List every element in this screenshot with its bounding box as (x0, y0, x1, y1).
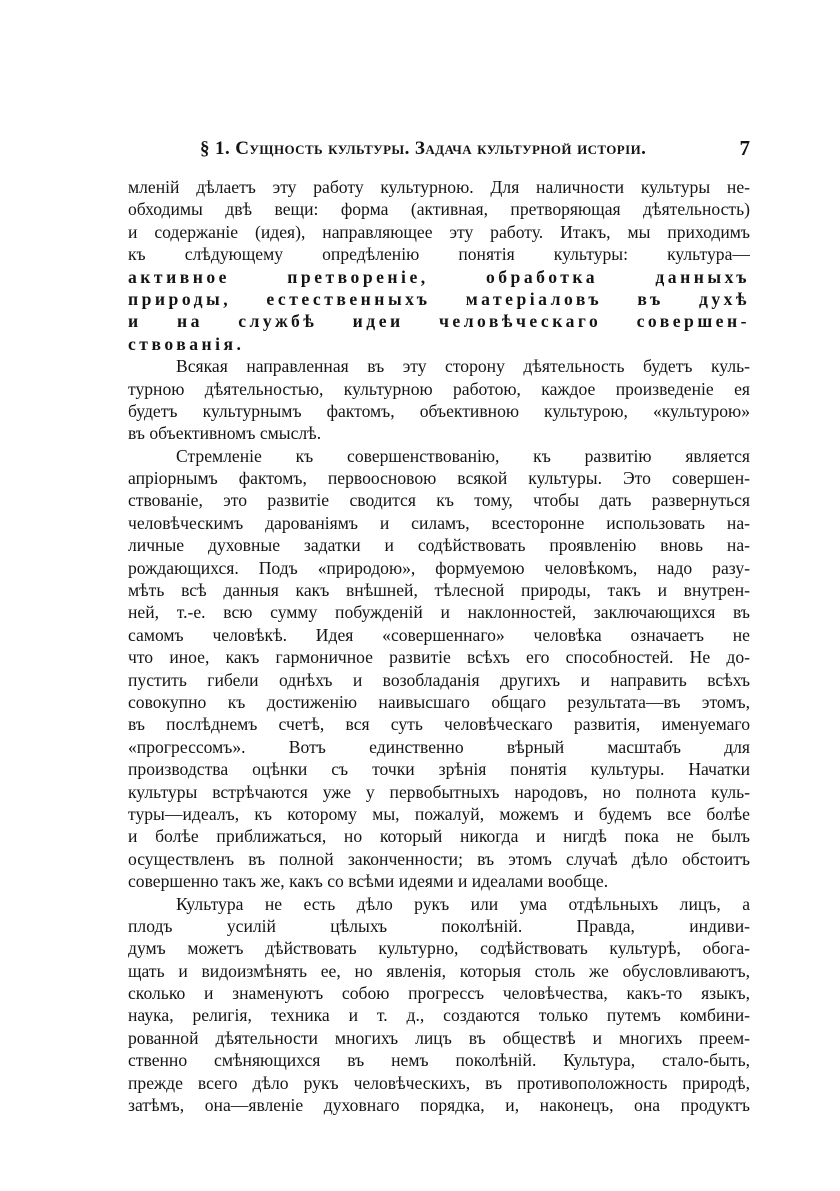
running-header (128, 138, 750, 166)
text-line: «прогрессомъ». Вотъ единственно вѣрный масштабъ для (128, 736, 750, 757)
text-line: ней, т.-е. всю сумму побужденій и наклонностей, заключающихся въ (128, 602, 750, 623)
text-line: мленій дѣлаетъ эту работу культурною. Для наличности культуры не- (128, 177, 750, 197)
text-line: будетъ культурнымъ фактомъ, объективною культурою, «культурою» (128, 400, 750, 421)
text-line: ственно смѣняющихся въ немъ поколѣній. Культура, стало-быть, (128, 1050, 750, 1071)
text-line: обходимы двѣ вещи: форма (активная, претворяющая дѣятельность) (128, 199, 750, 220)
text-line: культуры встрѣчаются уже у первобытныхъ народовъ, но полнота куль- (128, 781, 750, 802)
body-text (128, 176, 750, 1116)
text-line: сколько и знаменуютъ собою прогрессъ человѣчества, какъ-то языкъ, (128, 983, 750, 1004)
running-title: § 1. Сущность культуры. Задача культурной исторіи. (200, 138, 647, 159)
text-line: самомъ человѣкѣ. Идея «совершеннаго» человѣка означаетъ не (128, 624, 750, 645)
text-line: затѣмъ, она—явленіе духовнаго порядка, и, наконецъ, она продуктъ (128, 1095, 750, 1116)
text-line: совокупно къ достиженію наивысшаго общаго результата—въ этомъ, (128, 691, 750, 712)
text-line: и содержаніе (идея), направляющее эту работу. Итакъ, мы приходимъ (128, 221, 750, 242)
text-line: мѣть всѣ данныя какъ внѣшней, тѣлесной природы, такъ и внутрен- (128, 580, 750, 601)
text-line: природы, естественныхъ матеріаловъ въ духѣ (128, 288, 750, 309)
text-line: ствованія. (128, 333, 245, 354)
text-line: и на службѣ идеи человѣческаго совершен- (128, 311, 750, 332)
text-line: въ послѣднемъ счетѣ, вся суть человѣческаго развитія, именуемаго (128, 714, 750, 735)
text-line: турною дѣятельностью, культурною работою, каждое произведеніе ея (128, 378, 750, 399)
text-line: туры—идеалъ, къ которому мы, пожалуй, можемъ и будемъ все болѣе (128, 803, 750, 824)
text-line: совершенно такъ же, какъ со всѣми идеями и идеалами вообще. (128, 871, 609, 892)
text-line: думъ можетъ дѣйствовать культурно, содѣйствовать культурѣ, обога- (128, 938, 750, 959)
text-line: активное претвореніе, обработка данныхъ (128, 266, 750, 287)
text-line: рождающихся. Подъ «природою», формуемою человѣкомъ, надо разу- (128, 557, 750, 578)
text-line: Стремленіе къ совершенствованію, къ развитію является (176, 445, 750, 466)
page-number: 7 (739, 136, 750, 160)
text-line: къ слѣдующему опредѣленію понятія культуры: культура— (128, 244, 750, 265)
text-line: наука, религія, техника и т. д., создаются только путемъ комбини- (128, 1005, 750, 1026)
text-line: рованной дѣятельности многихъ лицъ въ обществѣ и многихъ преем- (128, 1027, 750, 1048)
text-line: плодъ усилій цѣлыхъ поколѣній. Правда, индиви- (128, 915, 750, 936)
text-line: въ объективномъ смыслѣ. (128, 423, 322, 444)
text-line: что иное, какъ гармоничное развитіе всѣхъ его способностей. Не до- (128, 647, 750, 668)
text-line: Культура не есть дѣло рукъ или ума отдѣльныхъ лицъ, а (176, 893, 750, 914)
text-line: щать и видоизмѣнять ее, но явленія, которыя столь же обусловливаютъ, (128, 960, 750, 981)
text-line: осуществленъ въ полной законченности; въ этомъ случаѣ дѣло обстоитъ (128, 848, 750, 869)
text-line: ствованіе, это развитіе сводится къ тому, чтобы дать развернуться (128, 490, 750, 511)
text-line: апріорнымъ фактомъ, первоосновою всякой культуры. Это совершен- (128, 468, 750, 489)
text-line: Всякая направленная въ эту сторону дѣятельность будетъ куль- (176, 356, 750, 377)
text-line: и болѣе приближаться, но который никогда и нигдѣ пока не былъ (128, 826, 750, 847)
text-line: человѣческимъ дарованіямъ и силамъ, всесторонне использовать на- (128, 512, 750, 533)
text-line: прежде всего дѣло рукъ человѣческихъ, въ противоположность природѣ, (128, 1072, 750, 1093)
text-line: пустить гибели однѣхъ и возобладанія другихъ и направить всѣхъ (128, 669, 750, 690)
text-line: личные духовные задатки и содѣйствовать проявленію вновь на- (128, 535, 750, 556)
text-line: производства оцѣнки съ точки зрѣнія понятія культуры. Начатки (128, 759, 750, 780)
